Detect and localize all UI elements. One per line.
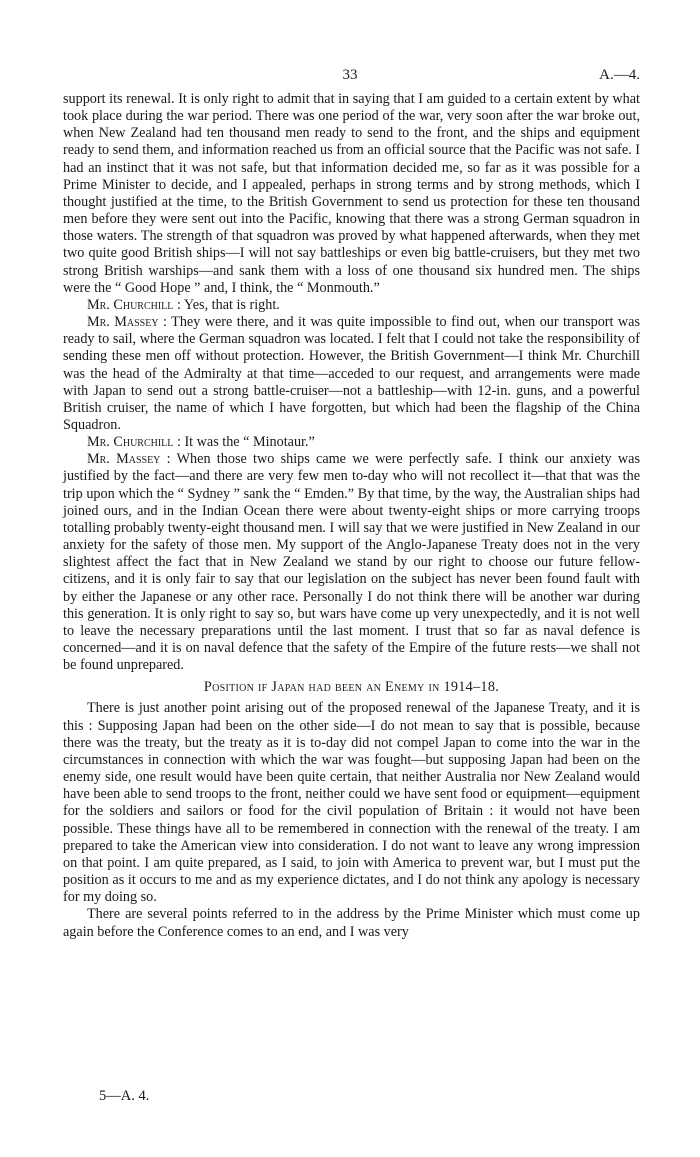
speech-paragraph xyxy=(63,434,640,451)
page-number: 33 xyxy=(342,67,358,83)
footer-signature: 5—A. 4. xyxy=(99,1088,150,1104)
speech-paragraph xyxy=(63,297,640,314)
speech-paragraph xyxy=(63,314,640,434)
paragraph-continued: support its renewal. It is only right to admit that in saying that I am guided to a certain extent by what took place during the war period. There was one period of the war, very soon after the war broke out, when New Zealand had ten thousand men ready to send to the front, and the ships and equipment ready to send them, and information reached us from an official source that the Pacific was not safe. I had an instinct that it was not safe, but that information decided me, so far as it was possible for a Prime Minister to decide, and I appealed, perhaps in strong terms and by strong methods, which I thought justified at the time, to the British Government to send us protection for these ten thousand men before they were sent out into the Pacific, knowing that there was a strong German squadron in those waters. The strength of that squadron was proved by what happened afterwards, when they met two quite good British ships—I will not say battleships or even big battle-cruisers, but they met two strong British warships—and sank them with a loss of one thousand six hundred men. The ships were the “ Good Hope ” and, I think, the “ Monmouth.” xyxy=(63,91,640,296)
speech-text: Yes, that is right. xyxy=(183,296,280,313)
speech-text: It was the “ Minotaur.” xyxy=(184,434,315,451)
speaker-name: Mr. Massey : xyxy=(87,451,171,468)
speech-paragraph xyxy=(63,451,640,674)
speech-text: They were there, and it was quite impossible to find out, when our transport was ready to sail, where the German squadron was located. I felt that I could not take the responsibility of sending these men off without protection. However, the British Government—I think Mr. Churchill was the head of the Admiralty at that time—acceded to our request, and arrangements were made with Japan to send out a strong battle-cruiser—not a battleship—with 12-in. guns, and a powerful British cruiser, the name of which I have forgotten, but which had been the flagship of the China Squadron. xyxy=(63,314,640,433)
document-reference: A.—4. xyxy=(599,67,640,83)
speech-text: When those two ships came we were perfectly safe. I think our anxiety was justified by the fact—and there are very few men to-day who will not recollect it—that that was the trip upon which the “ Sydney ” sank the “ Emden.” By that time, by the way, the Australian ships had joined ours, and in the Indian Ocean there were about twenty-eight ships or more carrying troops totalling probably twenty-eight thousand men. I will say that we were justified in New Zealand in our anxiety for the safety of those men. My support of the Anglo-Japanese Treaty does not in the very slightest affect the fact that in New Zealand we stand by our right to choose our future fellow-citizens, and it is only fair to say that our legislation on the subject has never been found fault with by either the Japanese or any other race. Personally I do not think there will be another war during this generation. It is only right to say so, but wars have come up very unexpectedly, and it is not well to leave the necessary preparations until the last moment. I trust that so far as naval defence is concerned—and it is on naval defence that the safety of the Empire of the future rests—we shall not be found unprepared. xyxy=(63,451,640,674)
paragraph: There are several points referred to in the address by the Prime Minister which must come up again before the Conference comes to an end, and I was very xyxy=(63,906,640,940)
body-text xyxy=(63,91,640,941)
paragraph: There is just another point arising out of the proposed renewal of the Japanese Treaty, and it is this : Supposing Japan had been on the other side—I do not mean to say that is possible, because there was the treaty, but the treaty as it is to-day did not compel Japan to come into the war in the circumstances in connection with which the war was fought—but supposing Japan had been on the enemy side, one result would have been quite certain, that neither Australia nor New Zealand would have been able to send troops to the front, neither could we have sent food or equipment—equipment for the soldiers and sailors or food for the civil population of Britain : it would not have been possible. These things have all to be remembered in connection with the renewal of the treaty. I am prepared to take the American view into consideration. I do not want to leave any wrong impression on that point. I am quite prepared, as I said, to join with America to prevent war, but I must put the position as it occurs to me and as my experience dictates, and I do not think any apology is necessary for my doing so. xyxy=(63,700,640,906)
speaker-name: Mr. Massey : xyxy=(87,314,167,331)
speaker-name: Mr. Churchill : xyxy=(87,296,181,313)
speaker-name: Mr. Churchill : xyxy=(87,434,181,451)
section-heading: Position if Japan had been an Enemy in 1914–18. xyxy=(203,679,500,696)
